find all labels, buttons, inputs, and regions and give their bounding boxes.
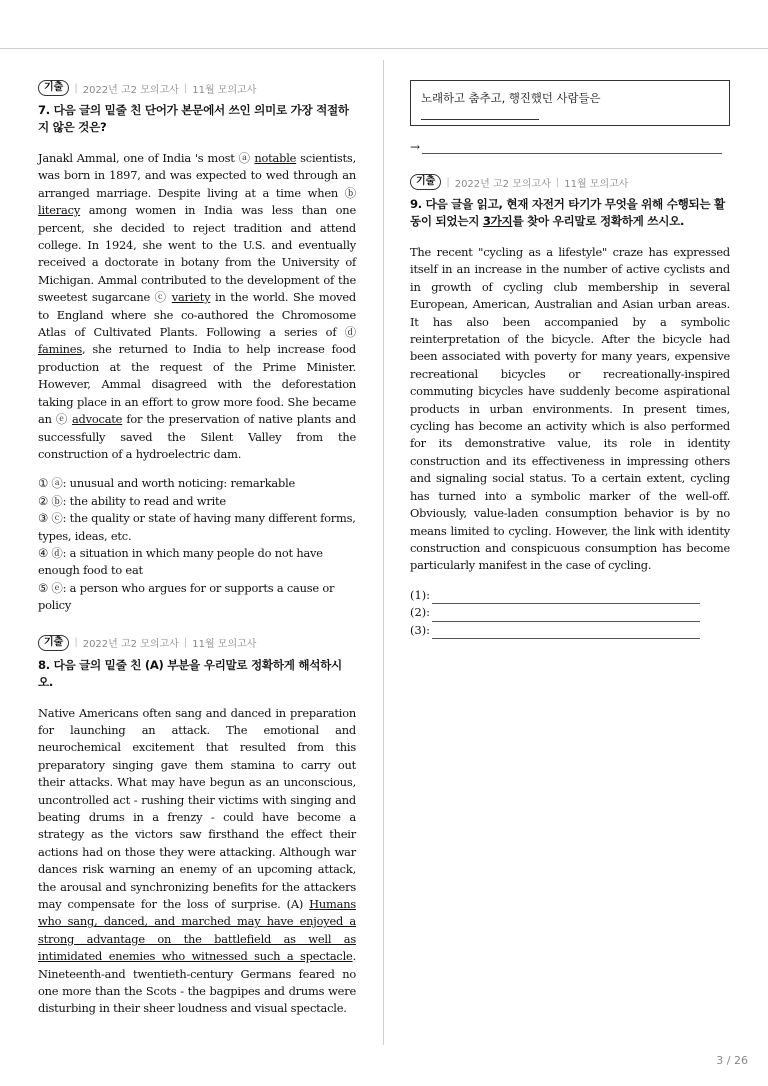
answer-arrow-line[interactable] — [410, 140, 730, 154]
answer-line-2[interactable]: (2): — [410, 604, 730, 621]
question-8 — [38, 635, 356, 1018]
answer-box[interactable] — [410, 80, 730, 126]
option-1[interactable]: ① ⓐ: unusual and worth noticing: remarkable — [38, 476, 296, 491]
option-3[interactable]: ③ ⓒ: the quality or state of having many different forms, types, ideas, etc. — [38, 511, 356, 543]
question-7-passage: Janakl Ammal, one of India 's most ⓐ notable scientists, was born in 1897, and was expected to wed through an arranged marriage. Despite living at a time when ⓑ literacy among women in India was less than one percent, she decided to reject tradition and attend college. In 1924, she went to the U.S. and eventually received a doctorate in botany from the University of Michigan. Ammal contributed to the development of the sweetest sugarcane ⓒ variety in the world. She moved to England where she co-authored the Chromosome Atlas of Cultivated Plants. Following a series of ⓓ famines, she returned to India to help increase food production at the request of the Prime Minister. However, Ammal disagreed with the deforestation taking place in an effort to grow more food. She became an ⓔ advocate for the preservation of native plants and successfully saved the Silent Valley from the construction of a hydroelectric dam. — [38, 151, 356, 461]
marker-a: ⓐ — [238, 151, 251, 165]
right-column — [410, 80, 730, 639]
underlined-word-c: variety — [171, 290, 211, 305]
underlined-sentence-a: Humans who sang, danced, and marched may have enjoyed a strong advantage on the battlefield as well as intimidated enemies who witnessed such a spectacle — [38, 897, 356, 964]
underlined-word-d: famines — [38, 342, 82, 357]
question-8-title: 8. 다음 글의 밑줄 친 (A) 부분을 우리말로 정확하게 해석하시오. — [38, 657, 342, 689]
left-column — [38, 80, 356, 1018]
question-7-tag: 기출 | 2022년 고2 모의고사 | 11월 모의고사 — [38, 80, 356, 96]
marker-d: ⓓ — [344, 325, 356, 340]
answer-blank[interactable] — [421, 107, 539, 120]
exam-month: 11월 모의고사 — [192, 84, 257, 96]
question-8-passage: Native Americans often sang and danced in preparation for launching an attack. The emotional and neurochemical excitement that resulted from this preparatory singing gave them stamina to carry out their attacks. What may have begun as an unconscious, uncontrolled act - rushing their victims with singing and beating drums in a frenzy - could have become a strategy as the victors saw firsthand the effect their actions had on those they were attacking. Although war dances risk warning an enemy of an upcoming attack, the arousal and synchronizing benefits for the attackers may compensate for the loss of surprise. (A) Humans who sang, danced, and marched may have enjoyed a strong advantage on the battlefield as well as intimidated enemies who witnessed such a spectacle. Nineteenth-and twentieth-century Germans feared no one more than the Scots - the bagpipes and drums were disturbing in their sheer loudness and visual spectacle. — [38, 705, 356, 1016]
marker-b: ⓑ — [344, 185, 356, 200]
question-9-passage: The recent "cycling as a lifestyle" craze has expressed itself in an increase in the number of active cyclists and in growth of cycling club membership in several European, American, Australian and Asian urban areas. It has also been accompanied by a symbolic reinterpretation of the bicycle. After the bicycle had been associated with poverty for many years, expensive recreational bicycles or recreationally-inspired commuting bicycles have suddenly become aspirational products in urban environments. In present times, cycling has become an activity which is also performed for its demonstrative value, its role in identity construction and its effectiveness in impressing others and signaling social status. To a certain extent, cycling has turned into a symbolic marker of the well-off. Obviously, value-laden consumption behavior is by no means limited to cycling. However, the link with identity construction and conspicuous consumption has become particularly manifest in the case of cycling. — [410, 245, 730, 573]
question-7 — [38, 80, 356, 615]
question-7-title: 7. 다음 글의 밑줄 친 단어가 본문에서 쓰인 의미로 가장 적절하지 않은 것은? — [38, 103, 349, 134]
exam-year: 2022년 고2 모의고사 — [454, 178, 551, 190]
column-divider — [383, 60, 384, 1045]
question-7-options — [38, 475, 356, 614]
question-9-title: 9. 다음 글을 읽고, 현재 자전거 타기가 무엇을 위해 수행되는 활동이 되었는지 3가지를 찾아 우리말로 정확하게 쓰시오. — [410, 197, 725, 228]
past-exam-badge: 기출 — [38, 80, 69, 96]
answer-line-1[interactable]: (1): — [410, 587, 730, 604]
underlined-word-e: advocate — [71, 412, 123, 427]
exam-month: 11월 모의고사 — [192, 639, 257, 651]
marker-e: ⓔ — [55, 412, 68, 427]
underlined-word-b: literacy — [38, 203, 81, 218]
option-2[interactable]: ② ⓑ: the ability to read and write — [38, 493, 226, 508]
answer-lines — [410, 587, 730, 639]
answer-line-3[interactable]: (3): — [410, 622, 730, 639]
header-rule — [0, 48, 768, 49]
option-4[interactable]: ④ ⓓ: a situation in which many people do not have enough food to eat — [38, 545, 323, 578]
past-exam-badge: 기출 — [410, 174, 441, 190]
option-5[interactable]: ⑤ ⓔ: a person who argues for or supports a cause or policy — [38, 580, 335, 613]
title-underlined: 3가지 — [482, 214, 513, 228]
question-9-tag: 기출 | 2022년 고2 모의고사 | 11월 모의고사 — [410, 174, 730, 190]
marker-c: ⓒ — [154, 290, 168, 305]
exam-year: 2022년 고2 모의고사 — [82, 639, 179, 651]
past-exam-badge: 기출 — [38, 635, 69, 651]
answer-prompt: 노래하고 춤추고, 행진했던 사람들은 — [421, 91, 601, 105]
arrow-icon: → — [410, 140, 421, 154]
page-number: 3 / 26 — [716, 1054, 748, 1067]
exam-month: 11월 모의고사 — [564, 178, 629, 190]
question-8-tag: 기출 | 2022년 고2 모의고사 | 11월 모의고사 — [38, 635, 356, 651]
underlined-word-a: notable — [254, 151, 297, 165]
exam-year: 2022년 고2 모의고사 — [82, 84, 179, 96]
question-9 — [410, 174, 730, 639]
